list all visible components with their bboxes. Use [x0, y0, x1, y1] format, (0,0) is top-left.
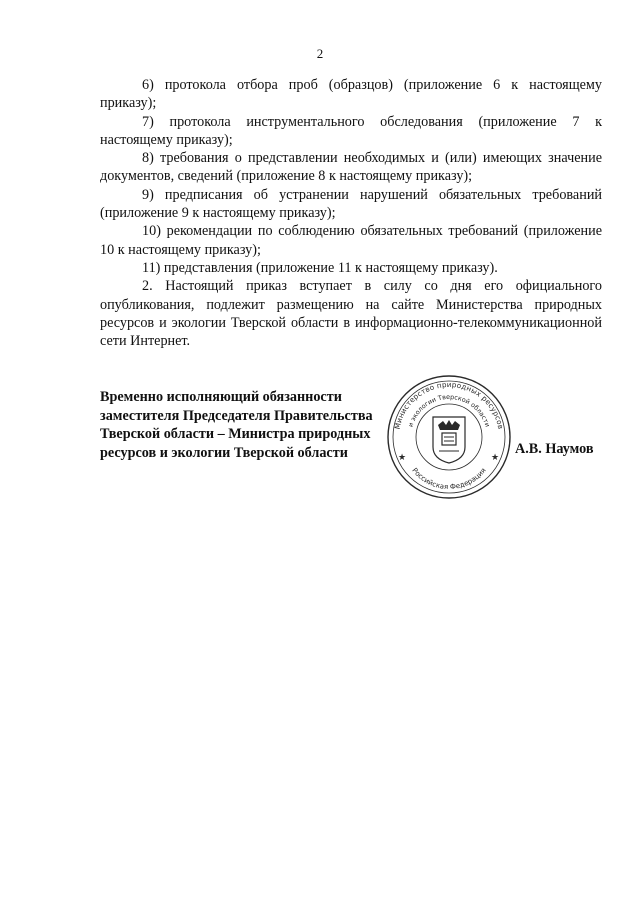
signatory-title-line: ресурсов и экологии Тверской области [100, 444, 348, 461]
paragraph-item-9: 9) предписания об устранении нарушений обязательных требований (приложение 9 к настоящему приказу); [100, 186, 602, 222]
svg-text:★: ★ [491, 453, 500, 463]
paragraph-item-6: 6) протокола отбора проб (образцов) (приложение 6 к настоящему приказу); [100, 77, 602, 112]
signatory-title [100, 388, 390, 462]
signer-name: А.В. Наумов [515, 441, 594, 457]
seal-mid-text: и экологии Тверской области [406, 392, 492, 429]
order-body [100, 76, 602, 350]
page-number: 2 [316, 46, 324, 61]
seal-bottom-text: Российская Федерация [410, 466, 488, 492]
signatory-title-line: Временно исполняющий обязанности [100, 389, 342, 405]
signatory-title-line: заместителя Председателя Правительства [100, 407, 373, 424]
paragraph-entry-into-force: 2. Настоящий приказ вступает в силу со дня его официального опубликования, подлежит размещению на сайте Министерства природных ресурсов и экологии Тверской области в информационно-телекоммуникационной сети Интернет. [100, 278, 602, 350]
signatory-title-line: Тверской области – Министра природных [100, 426, 371, 442]
seal-stamp-icon [385, 373, 513, 501]
official-seal [385, 373, 513, 501]
seal-top-text: Министерство природных ресурсов [392, 379, 506, 430]
paragraph-item-11: 11) представления (приложение 11 к настоящему приказу). [142, 259, 498, 276]
coat-of-arms-icon [433, 417, 465, 463]
paragraph-item-7: 7) протокола инструментального обследования (приложение 7 к настоящему приказу); [100, 113, 602, 148]
svg-text:★: ★ [398, 453, 407, 463]
paragraph-item-10: 10) рекомендации по соблюдению обязательных требований (приложение 10 к настоящему приказу); [100, 223, 602, 258]
paragraph-item-8: 8) требования о представлении необходимых и (или) имеющих значение документов, сведений (приложение 8 к настоящему приказу); [100, 150, 602, 185]
